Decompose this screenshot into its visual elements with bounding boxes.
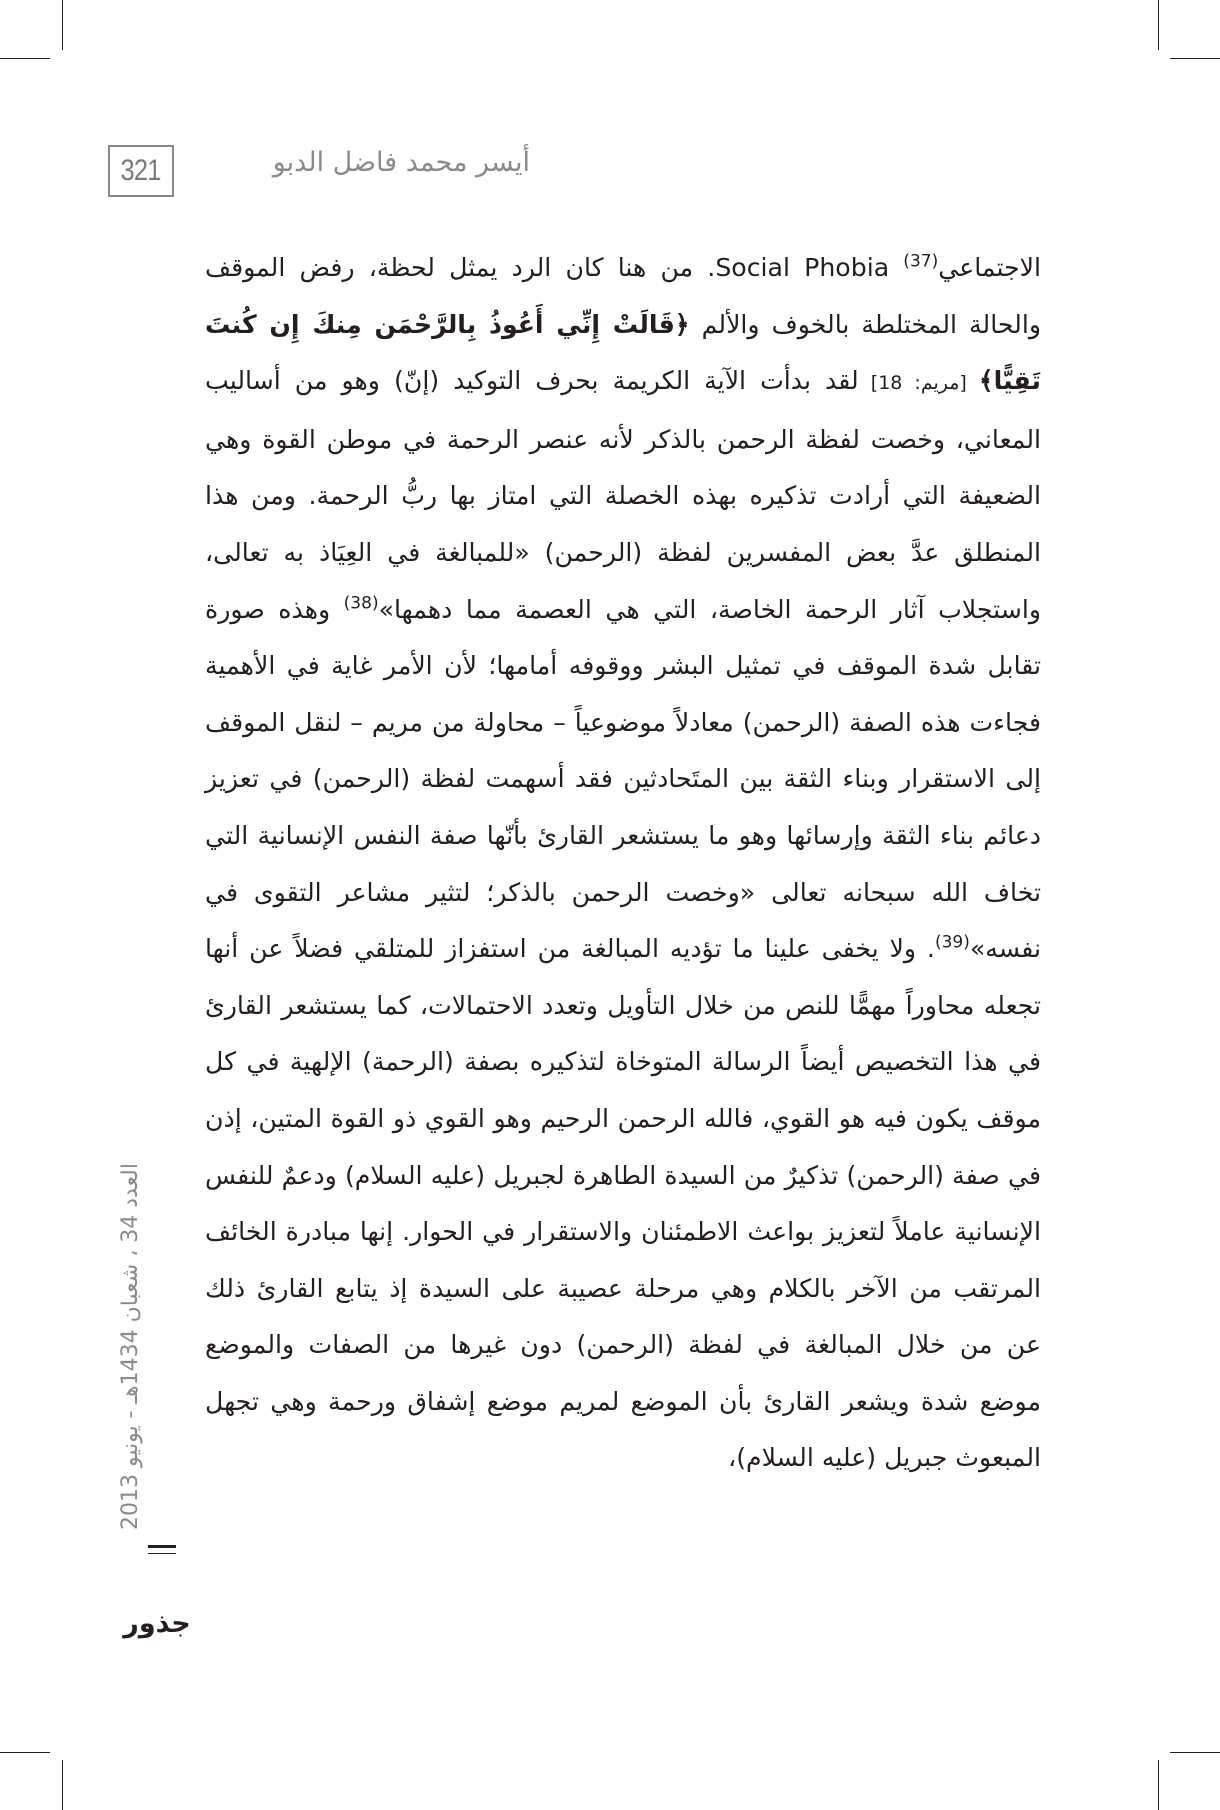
quran-verse: ﴿قَالَتْ إِنِّي أَعُوذُ بِالرَّحْمَن مِنكَ إِن كُنتَ تَقِيًّا﴾ bbox=[205, 309, 1041, 396]
crop-mark bbox=[62, 1760, 63, 1810]
journal-logo: جذور bbox=[123, 1608, 191, 1639]
text-segment: الاجتماعي bbox=[938, 253, 1042, 282]
text-segment: لقد بدأت الآية الكريمة بحرف التوكيد (إنّ) وهو من أساليب المعاني، وخصت لفظة الرحمن بالذكر لأنه عنصر الرحمة في موطن القوة وهي الضعيفة التي أرادت تذكيره بهذه الخصلة التي امتاز بها ربُّ الرحمة. ومن هذا المنطلق عدَّ بعض المفسرين لفظة (الرحمن) «للمبالغة في العِيَاذ به تعالى، واستجلاب آثار الرحمة الخاصة، التي هي العصمة مما دهمها» bbox=[205, 366, 1041, 624]
running-head-author: أيسر محمد فاضل الدبو bbox=[272, 147, 530, 178]
body-paragraph bbox=[205, 240, 1041, 1487]
divider bbox=[148, 1553, 176, 1554]
article-body bbox=[205, 240, 1041, 1660]
text-segment: . ولا يخفى علينا ما تؤديه المبالغة من استفزاز للمتلقي فضلاً عن أنها تجعله محاوراً مهمًّا للنص من خلال التأويل وتعدد الاحتمالات، كما يستشعر القارئ في هذا التخصيص أيضاً الرسالة المتوخاة لتذكيره بصفة (الرحمة) الإلهية في كل موقف يكون فيه هو القوي، فالله الرحمن الرحيم وهو القوي ذو القوة المتين، إذن في صفة (الرحمن) تذكيرٌ من السيدة الطاهرة لجبريل (عليه السلام) ودعمٌ للنفس الإنسانية عاملاً لتعزيز بواعث الاطمئنان والاستقرار في الحوار. إنها مبادرة الخائف المرتقب من الآخر بالكلام وهي مرحلة عصيبة على السيدة إذ يتابع القارئ ذلك عن من خلال المبالغة في لفظة (الرحمن) دون غيرها من الصفات والموضع موضع شدة ويشعر القارئ بأن الموضع لمريم موضع إشفاق ورحمة وهي تجهل المبعوث جبريل (عليه السلام)، bbox=[205, 934, 1041, 1473]
crop-mark bbox=[0, 58, 50, 59]
divider bbox=[148, 1545, 176, 1548]
crop-mark bbox=[0, 1752, 50, 1753]
verse-reference: [مريم: 18] bbox=[858, 372, 979, 395]
footnote-ref-38: (38) bbox=[343, 593, 379, 614]
page-number: 321 bbox=[120, 154, 162, 187]
crop-mark bbox=[1158, 1760, 1159, 1810]
crop-mark bbox=[1170, 1752, 1220, 1753]
issue-info: العدد 34 ، شعبان 1434هـ - يونيو 2013 bbox=[118, 1163, 143, 1530]
text-segment: Social Phobia. من هنا كان الرد يمثل لحظة، رفض الموقف والحالة المختلطة بالخوف والألم bbox=[205, 253, 1042, 339]
footnote-ref-37: (37) bbox=[903, 251, 939, 272]
text-segment: وهذه صورة تقابل شدة الموقف في تمثيل البشر ووقوفه أمامها؛ لأن الأمر غاية في الأهمية فجاءت هذه الصفة (الرحمن) معادلاً موضوعياً – محاولة من مريم – لنقل الموقف إلى الاستقرار وبناء الثقة بين المتَحادثين فقد أسهمت لفظة (الرحمن) في تعزيز دعائم بناء الثقة وإرسائها وهو ما يستشعر القارئ بأنّها صفة النفس الإنسانية التي تخاف الله سبحانه تعالى «وخصت الرحمن بالذكر؛ لتثير مشاعر التقوى في نفسه» bbox=[205, 594, 1041, 964]
crop-mark bbox=[1158, 0, 1159, 50]
footnote-ref-39: (39) bbox=[934, 932, 970, 953]
page-number-box bbox=[108, 145, 174, 197]
crop-mark bbox=[62, 0, 63, 50]
crop-mark bbox=[1170, 58, 1220, 59]
